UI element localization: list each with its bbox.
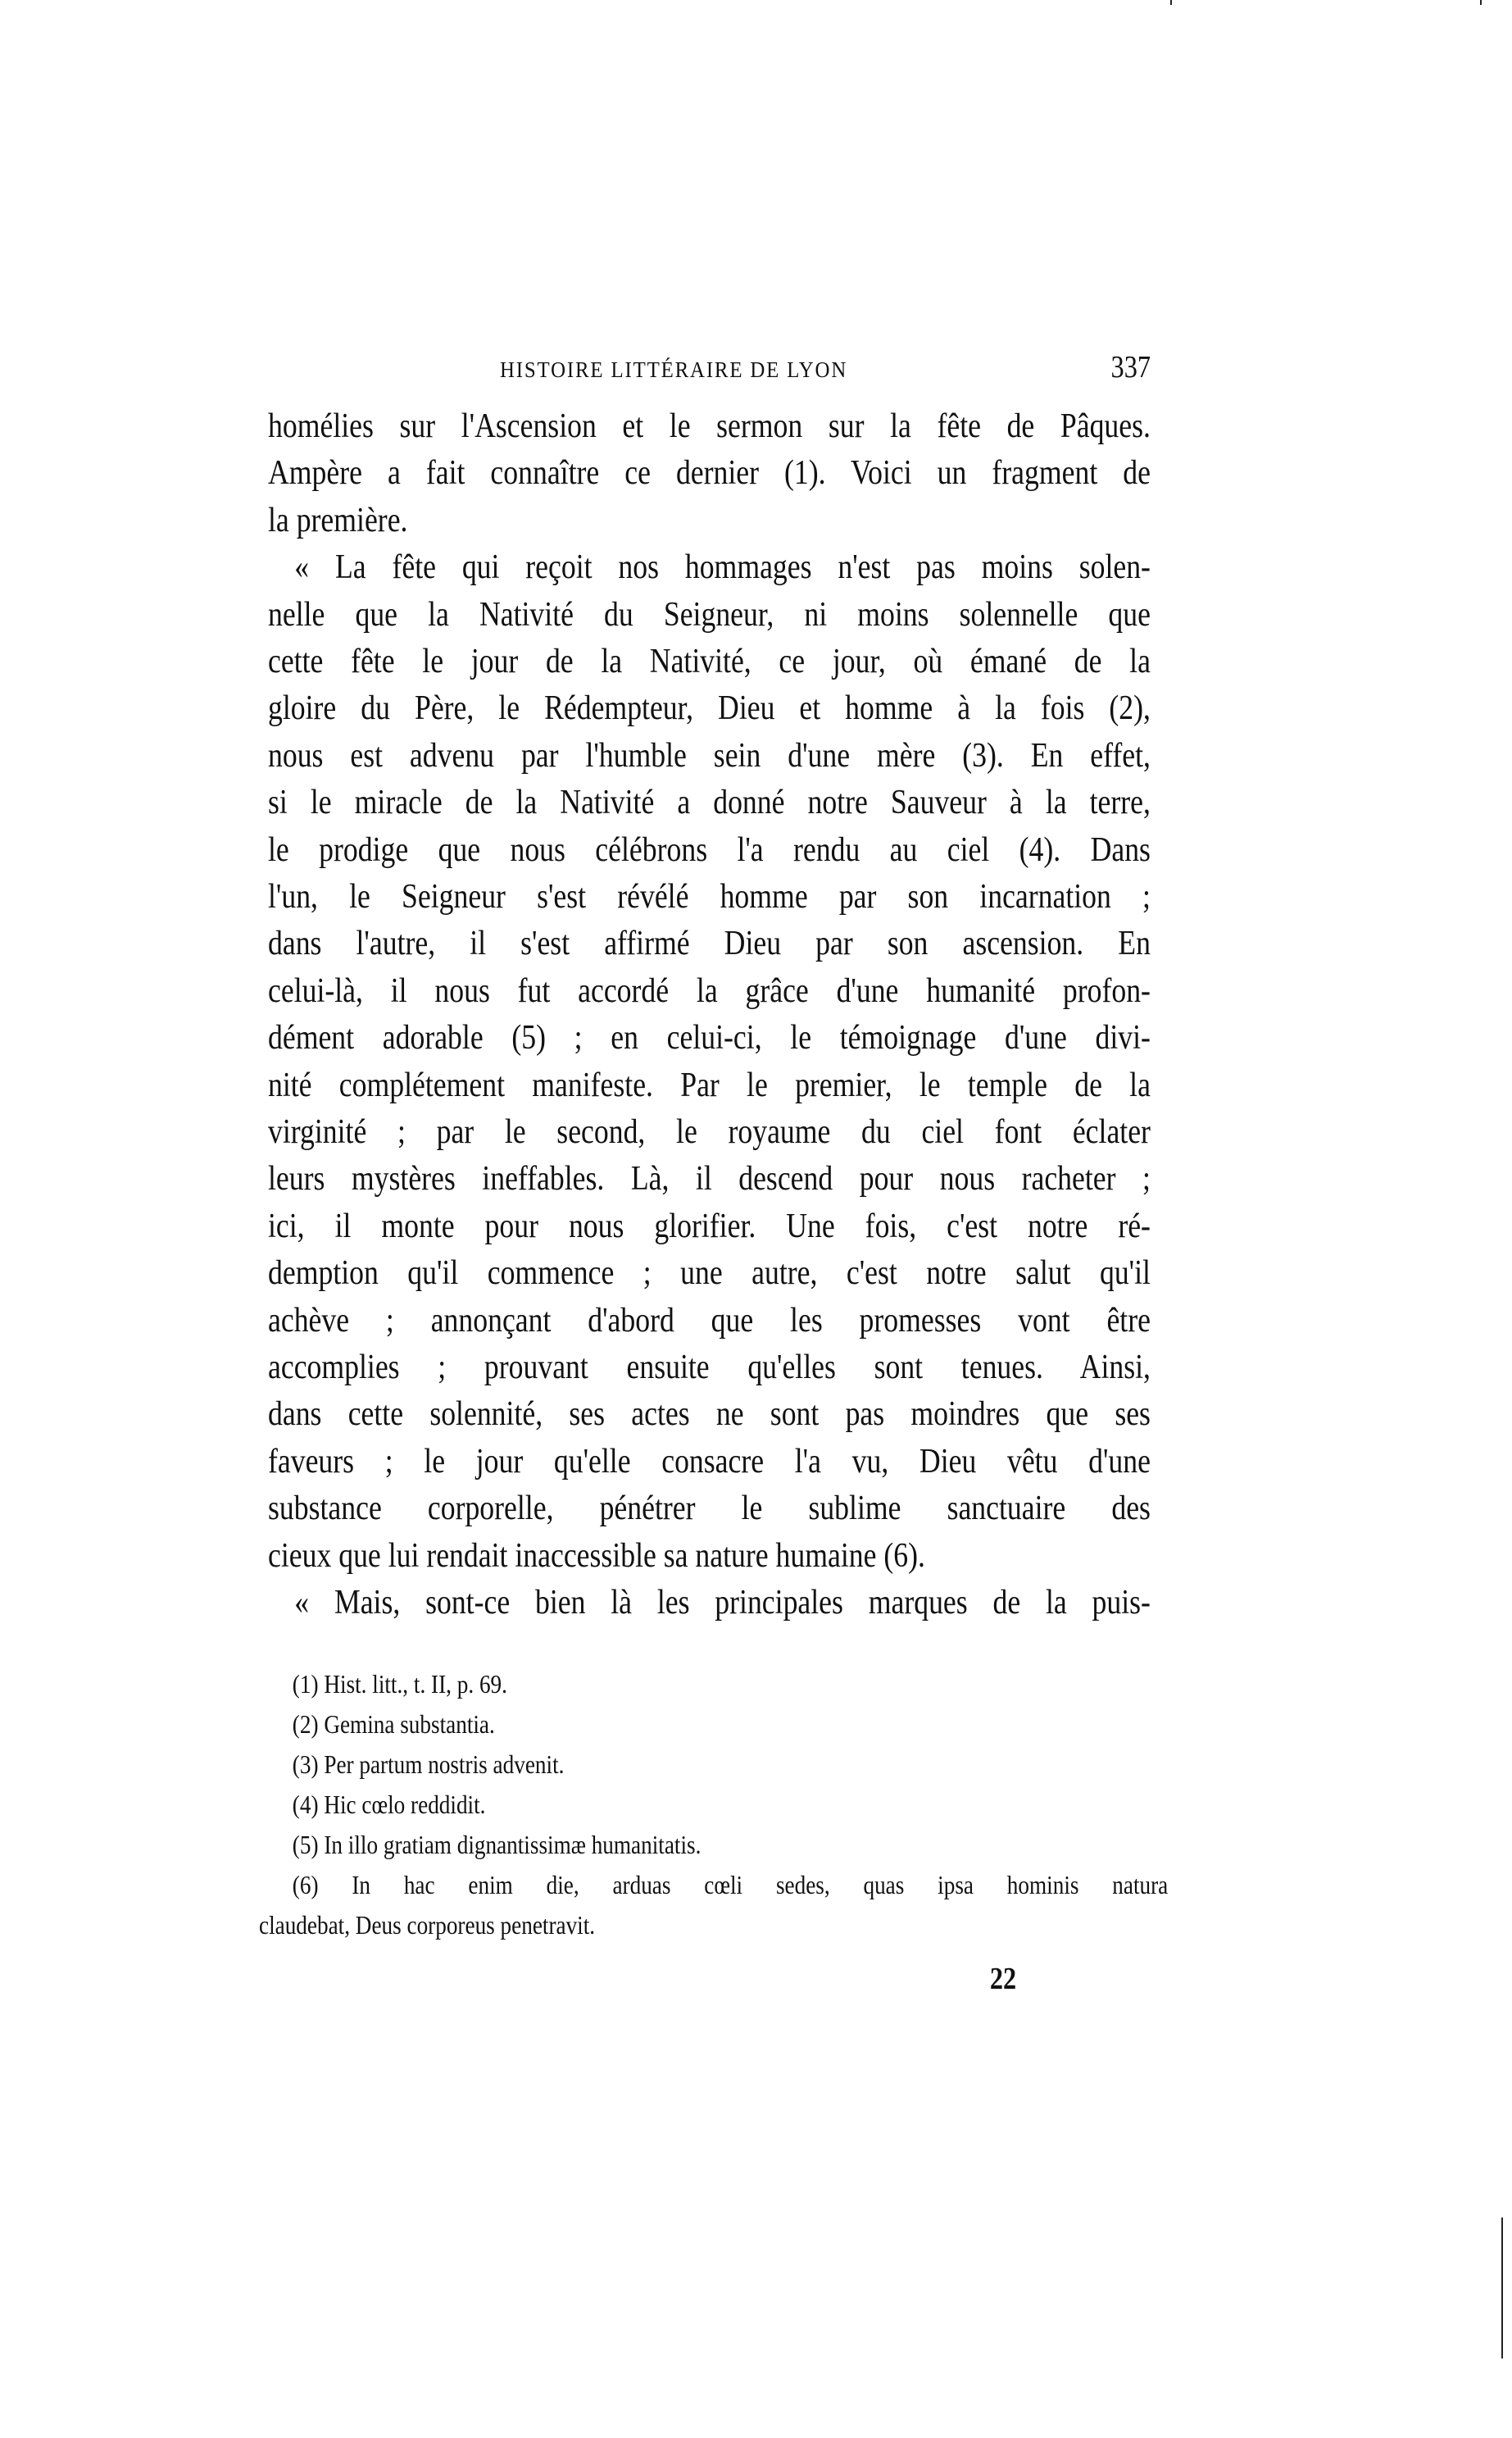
text-line: « La fête qui reçoit nos hommages n'est pas moins solen- xyxy=(294,548,1151,587)
scan-edge-line xyxy=(1501,2217,1503,2358)
footnote: (2) Gemina substantia. xyxy=(292,1709,495,1739)
text-line: accomplies ; prouvant ensuite qu'elles sont tenues. Ainsi, xyxy=(268,1349,1151,1386)
text-line: cieux que lui rendait inaccessible sa nature humaine (6). xyxy=(268,1536,925,1575)
text-line: nous est advenu par l'humble sein d'une mère (3). En effet, xyxy=(268,736,1151,775)
scan-edge-mark xyxy=(1480,0,1482,5)
text-line: cette fête le jour de la Nativité, ce jour, où émané de la xyxy=(268,643,1151,680)
footnote: (6) In hac enim die, arduas cœli sedes, quas ipsa hominis natura xyxy=(292,1870,1169,1899)
footnote: (4) Hic cœlo reddidit. xyxy=(292,1790,486,1819)
text-line: dans cette solennité, ses actes ne sont pas moindres que ses xyxy=(268,1395,1151,1434)
footnote: (5) In illo gratiam dignantissimæ humanitatis. xyxy=(292,1830,702,1859)
text-line: demption qu'il commence ; une autre, c'est notre salut qu'il xyxy=(268,1254,1151,1293)
text-line: l'un, le Seigneur s'est révélé homme par son incarnation ; xyxy=(268,878,1151,916)
page-number: 337 xyxy=(1110,350,1151,384)
text-line: le prodige que nous célébrons l'a rendu au ciel (4). Dans xyxy=(268,830,1151,869)
text-line: dans l'autre, il s'est affirmé Dieu par son ascension. En xyxy=(268,925,1151,963)
running-header xyxy=(268,350,1151,387)
text-line: faveurs ; le jour qu'elle consacre l'a vu, Dieu vêtu d'une xyxy=(268,1442,1151,1481)
footnote: claudebat, Deus corporeus penetravit. xyxy=(259,1910,596,1940)
text-line: Ampère a fait connaître ce dernier (1). Voici un fragment de xyxy=(268,454,1151,493)
text-line: leurs mystères ineffables. Là, il descend pour nous racheter ; xyxy=(268,1160,1151,1199)
text-line: si le miracle de la Nativité a donné notre Sauveur à la terre, xyxy=(268,784,1151,822)
text-line: substance corporelle, pénétrer le sublime sanctuaire des xyxy=(268,1490,1151,1528)
text-line: nelle que la Nativité du Seigneur, ni moins solennelle que xyxy=(268,595,1151,634)
text-line: nité complétement manifeste. Par le premier, le temple de la xyxy=(268,1066,1151,1104)
text-line: achève ; annonçant d'abord que les promesses vont être xyxy=(268,1301,1151,1340)
text-line: ici, il monte pour nous glorifier. Une fois, c'est notre ré- xyxy=(268,1207,1151,1245)
text-line: celui-là, il nous fut accordé la grâce d'une humanité profon- xyxy=(268,971,1151,1010)
text-line: homélies sur l'Ascension et le sermon sur la fête de Pâques. xyxy=(268,407,1151,445)
running-title: HISTOIRE LITTÉRAIRE DE LYON xyxy=(500,357,848,382)
text-line: « Mais, sont-ce bien là les principales marques de la puis- xyxy=(294,1584,1151,1622)
text-line: la première. xyxy=(268,501,408,539)
text-line: gloire du Père, le Rédempteur, Dieu et homme à la fois (2), xyxy=(268,689,1151,728)
signature-mark: 22 xyxy=(989,1962,1017,1996)
text-line: virginité ; par le second, le royaume du ciel font éclater xyxy=(268,1113,1151,1151)
footnote: (1) Hist. litt., t. II, p. 69. xyxy=(292,1669,507,1699)
footnote: (3) Per partum nostris advenit. xyxy=(292,1749,565,1779)
scan-edge-mark xyxy=(1170,0,1172,5)
text-line: dément adorable (5) ; en celui-ci, le témoignage d'une divi- xyxy=(268,1019,1151,1058)
